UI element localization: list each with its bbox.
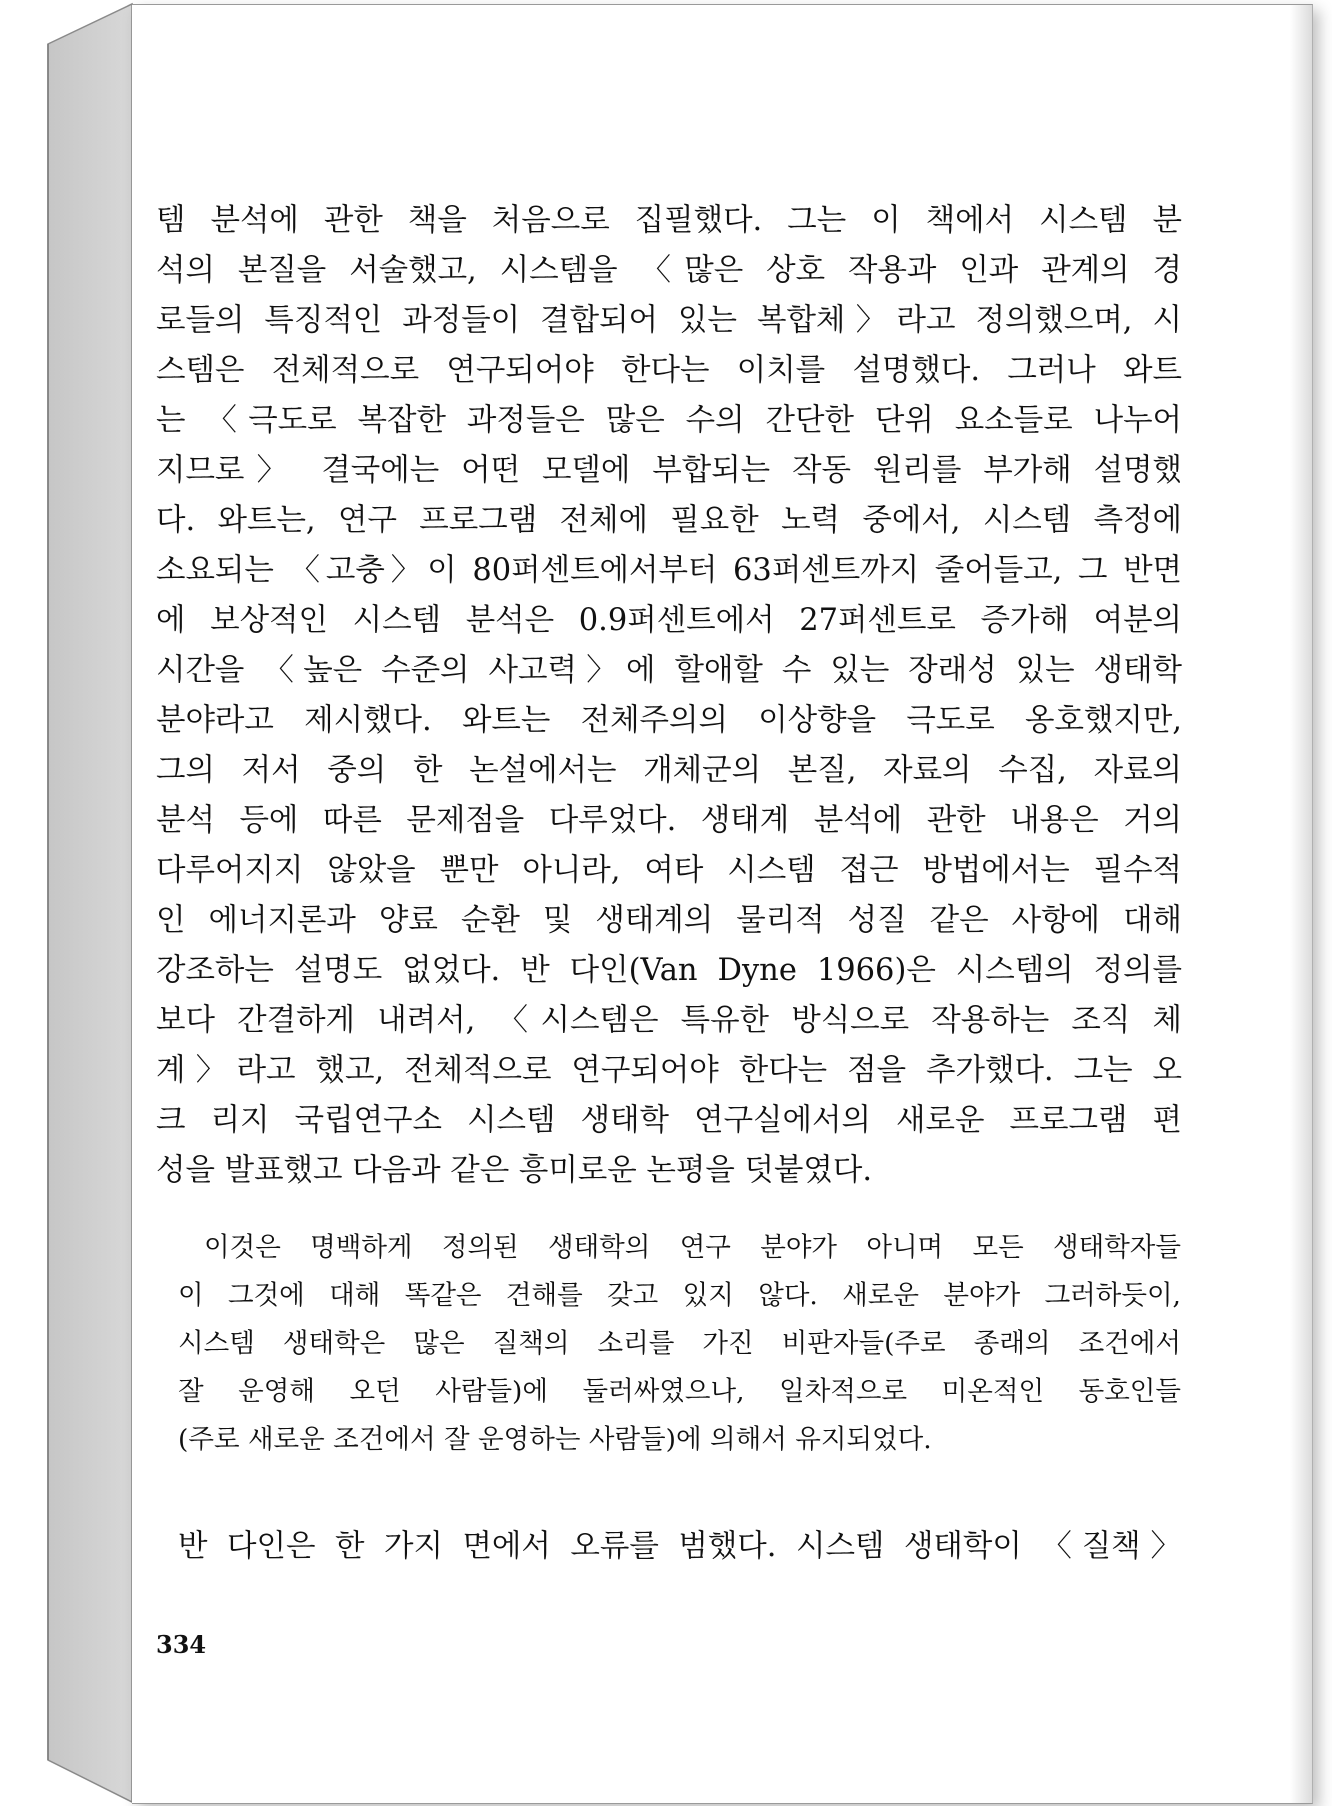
- text-line: 템 분석에 관한 책을 처음으로 집필했다. 그는 이 책에서 시스템 분: [156, 203, 1182, 238]
- text-line: 로들의 특징적인 과정들이 결합되어 있는 복합체〉라고 정의했으며, 시: [156, 303, 1182, 338]
- text-line: 다루어지지 않았을 뿐만 아니라, 여타 시스템 접근 방법에서는 필수적: [156, 853, 1182, 888]
- quote-line: 시스템 생태학은 많은 질책의 소리를 가진 비판자들(주로 종래의 조건에서: [178, 1328, 1181, 1359]
- text-line: 는 〈극도로 복잡한 과정들은 많은 수의 간단한 단위 요소들로 나누어: [156, 403, 1182, 438]
- block-quote: [178, 1224, 1181, 1464]
- text-line: 석의 본질을 서술했고, 시스템을 〈많은 상호 작용과 인과 관계의 경: [156, 253, 1182, 288]
- text-line: 지므로〉 결국에는 어떤 모델에 부합되는 작동 원리를 부가해 설명했: [156, 453, 1182, 488]
- text-line: 소요되는 〈고충〉이 80퍼센트에서부터 63퍼센트까지 줄어들고, 그 반면: [156, 553, 1182, 588]
- main-paragraph: [156, 196, 1182, 1196]
- quote-line: 잘 운영해 오던 사람들)에 둘러싸였으나, 일차적으로 미온적인 동호인들: [178, 1376, 1181, 1407]
- text-line: 인 에너지론과 양료 순환 및 생태계의 물리적 성질 같은 사항에 대해: [156, 903, 1182, 938]
- text-line: 스템은 전체적으로 연구되어야 한다는 이치를 설명했다. 그러나 와트: [156, 353, 1182, 388]
- text-line: 크 리지 국립연구소 시스템 생태학 연구실에서의 새로운 프로그램 편: [156, 1103, 1182, 1138]
- text-line: 에 보상적인 시스템 분석은 0.9퍼센트에서 27퍼센트로 증가해 여분의: [156, 603, 1182, 638]
- text-line: 그의 저서 중의 한 논설에서는 개체군의 본질, 자료의 수집, 자료의: [156, 753, 1182, 788]
- text-line: 성을 발표했고 다음과 같은 흥미로운 논평을 덧붙였다.: [156, 1153, 873, 1188]
- page-edge-shadow: [1290, 5, 1312, 1803]
- text-line: 보다 간결하게 내려서, 〈시스템은 특유한 방식으로 작용하는 조직 체: [156, 1003, 1182, 1038]
- quote-line: 이 그것에 대해 똑같은 견해를 갖고 있지 않다. 새로운 분야가 그러하듯이,: [178, 1280, 1181, 1311]
- text-line: 반 다인은 한 가지 면에서 오류를 범했다. 시스템 생태학이 〈질책〉: [178, 1529, 1181, 1564]
- text-line: 분석 등에 따른 문제점을 다루었다. 생태계 분석에 관한 내용은 거의: [156, 803, 1182, 838]
- text-line: 계〉라고 했고, 전체적으로 연구되어야 한다는 점을 추가했다. 그는 오: [156, 1053, 1182, 1088]
- page-number: 334: [156, 1630, 207, 1659]
- text-line: 다. 와트는, 연구 프로그램 전체에 필요한 노력 중에서, 시스템 측정에: [156, 503, 1182, 538]
- text-line: 분야라고 제시했다. 와트는 전체주의의 이상향을 극도로 옹호했지만,: [156, 703, 1182, 738]
- quote-line: 이것은 명백하게 정의된 생태학의 연구 분야가 아니며 모든 생태학자들: [204, 1232, 1181, 1263]
- quote-line: (주로 새로운 조건에서 잘 운영하는 사람들)에 의해서 유지되었다.: [178, 1424, 932, 1455]
- text-line: 강조하는 설명도 없었다. 반 다인(Van Dyne 1966)은 시스템의 정의를: [156, 953, 1182, 988]
- following-paragraph: [178, 1522, 1181, 1572]
- text-line: 시간을 〈높은 수준의 사고력〉에 할애할 수 있는 장래성 있는 생태학: [156, 653, 1182, 688]
